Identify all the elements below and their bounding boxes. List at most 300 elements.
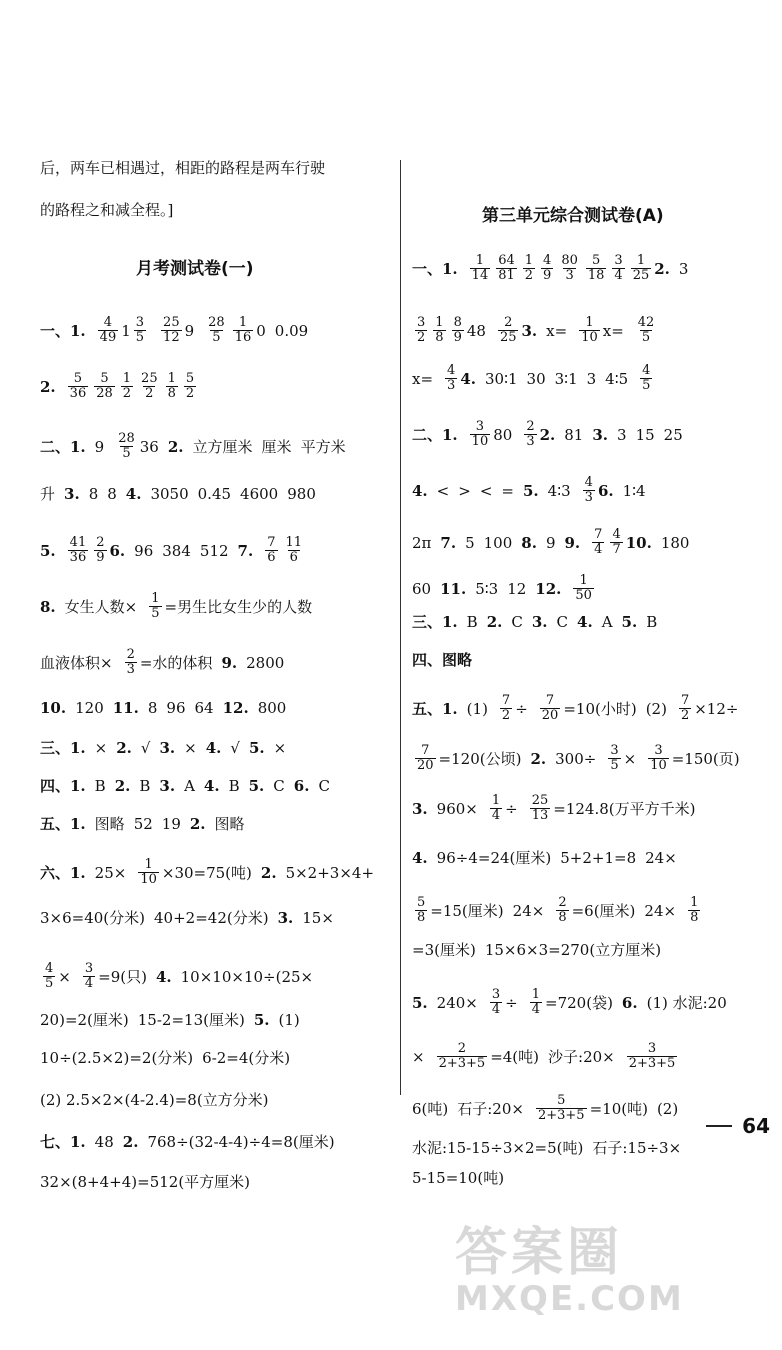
fraction — [523, 254, 535, 283]
fraction-numerator: 3 — [647, 1041, 657, 1056]
fraction-denominator: 18 — [587, 268, 605, 283]
right-line-2 — [412, 316, 659, 345]
answer-text: 64 — [194, 699, 214, 717]
question-number: 5. — [522, 481, 539, 500]
answer-text: (2) — [645, 699, 667, 718]
fraction-denominator: 3 — [526, 434, 535, 449]
fraction — [83, 962, 95, 991]
fraction-denominator: 2 — [185, 386, 195, 401]
question-number: 五、1. — [412, 699, 458, 718]
fraction-numerator: 4 — [45, 961, 54, 976]
answer-text: 3050 — [150, 485, 189, 503]
answer-text: 19 — [161, 815, 181, 833]
answer-text: 768÷(32-4-4)÷4=8(厘米) — [147, 1133, 335, 1151]
fraction-denominator: 2 — [417, 330, 426, 345]
fraction-denominator: 5 — [135, 330, 145, 345]
answer-text: 30 — [526, 369, 546, 388]
right-line-1 — [412, 254, 697, 283]
question-number: 3. — [159, 777, 176, 795]
fraction-denominator: 4 — [84, 976, 94, 991]
fraction-denominator: 8 — [435, 330, 444, 345]
fraction — [68, 372, 89, 401]
question-number: 5. — [621, 613, 638, 631]
fraction-numerator: 25 — [163, 315, 180, 330]
answer-text: 25 — [663, 425, 683, 444]
fraction-numerator: 1 — [144, 857, 153, 872]
fraction-numerator: 3 — [610, 743, 619, 758]
answer-text: 32×(8+4+4)=512(平方厘米) — [40, 1173, 251, 1191]
question-number: 10. — [625, 533, 652, 552]
right-line-3 — [412, 364, 655, 393]
answer-text: ×12÷ — [694, 699, 739, 718]
right-line-20 — [412, 1168, 513, 1188]
question-number: 四、1. — [40, 777, 86, 795]
answer-text: 平方米 — [300, 437, 346, 456]
left-line-19 — [40, 1172, 259, 1192]
answer-text: 96 — [166, 699, 186, 717]
fraction — [265, 536, 277, 565]
fraction-denominator: 2+3+5 — [628, 1056, 676, 1071]
fraction — [536, 1094, 587, 1123]
answer-text: (1) — [466, 699, 488, 718]
answer-text: 980 — [287, 485, 316, 503]
fraction-denominator: 5 — [642, 378, 651, 393]
fraction-numerator: 1 — [475, 253, 485, 268]
answer-text: 1∶4 — [622, 481, 646, 500]
fraction-denominator: 2 — [501, 708, 511, 723]
mixed-number — [121, 316, 149, 345]
answer-text: 3∶1 — [554, 369, 578, 388]
right-line-10 — [412, 694, 747, 723]
fraction-denominator: 13 — [531, 808, 549, 823]
fraction — [490, 794, 502, 823]
fraction-denominator: 81 — [498, 268, 515, 283]
fraction-numerator: 1 — [585, 315, 594, 330]
question-number: 12. — [222, 699, 249, 717]
question-number: 一、1. — [412, 259, 458, 278]
fraction — [98, 316, 119, 345]
fraction — [94, 372, 115, 401]
fraction — [612, 254, 624, 283]
fraction-denominator: 5 — [610, 758, 619, 773]
answer-text: 石子:15÷3× — [592, 1139, 682, 1157]
fraction — [530, 794, 551, 823]
fraction-numerator: 2 — [526, 419, 535, 434]
answer-text: =124.8(万平方千米) — [553, 799, 696, 818]
left-line-13 — [40, 908, 343, 928]
fraction-numerator: 5 — [557, 1093, 566, 1108]
answer-text: C — [556, 613, 569, 631]
answer-text: 3 — [617, 425, 627, 444]
answer-text: 120 — [75, 699, 104, 717]
fraction-denominator: 25 — [632, 268, 650, 283]
fraction — [627, 1042, 678, 1071]
fraction-denominator: 28 — [96, 386, 113, 401]
fraction-numerator: 7 — [501, 693, 511, 708]
question-number: 7. — [440, 533, 457, 552]
answer-text: 80 — [493, 425, 513, 444]
question-number: 3. — [521, 321, 538, 340]
fraction — [445, 364, 457, 393]
fraction-numerator: 5 — [100, 371, 109, 386]
fraction-denominator: 20 — [417, 758, 434, 773]
question-number: 5. — [248, 777, 265, 795]
answer-text: 300÷ — [555, 749, 597, 768]
fraction-denominator: 6 — [289, 550, 298, 565]
answer-text: 96÷4=24(厘米) — [436, 849, 552, 867]
fraction-denominator: 20 — [541, 708, 559, 723]
fraction-numerator: 5 — [73, 371, 83, 386]
answer-text: 180 — [660, 533, 690, 552]
page-number — [706, 1114, 770, 1138]
fraction — [490, 988, 502, 1017]
answer-text: × — [623, 749, 637, 768]
left-line-16 — [40, 1048, 299, 1068]
question-number: 5. — [248, 739, 265, 757]
answer-text: 石子:20× — [457, 1099, 524, 1118]
fraction-numerator: 64 — [498, 253, 515, 268]
question-number: 二、1. — [40, 437, 86, 456]
fraction-numerator: 7 — [267, 535, 276, 550]
answer-text: 5∶3 — [475, 579, 499, 598]
fraction-denominator: 4 — [614, 268, 623, 283]
fraction — [415, 744, 436, 773]
answer-text: B — [646, 613, 658, 631]
question-number: 4. — [203, 777, 220, 795]
fraction-numerator: 4 — [447, 363, 456, 378]
answer-text: 女生人数× — [64, 597, 138, 616]
answer-text: 2800 — [246, 653, 285, 672]
answer-text: 5+2+1=8 — [560, 849, 637, 867]
answer-text: 384 — [162, 541, 191, 560]
question-number: 2. — [486, 613, 503, 631]
answer-text: B — [466, 613, 478, 631]
fraction-numerator: 3 — [84, 961, 94, 976]
question-number: 5. — [253, 1011, 270, 1029]
answer-text: C — [273, 777, 285, 795]
answer-text: 升 — [40, 485, 56, 503]
fraction-denominator: 2 — [680, 708, 690, 723]
question-number: 2. — [167, 437, 184, 456]
answer-text: 3 — [678, 259, 689, 278]
fraction-numerator: 4 — [642, 363, 651, 378]
fraction-denominator: 4 — [594, 542, 603, 557]
question-number: 4. — [205, 739, 222, 757]
fraction-numerator: 25 — [531, 793, 549, 808]
fraction-denominator: 2 — [122, 386, 132, 401]
question-number: 11. — [112, 699, 139, 717]
fraction — [540, 694, 561, 723]
fraction-denominator: 9 — [96, 550, 105, 565]
right-line-16 — [412, 988, 736, 1017]
fraction — [437, 1042, 488, 1071]
fraction-denominator: 4 — [491, 1002, 501, 1017]
column-divider — [400, 160, 401, 1095]
fraction-denominator: 8 — [167, 386, 176, 401]
fraction-denominator: 50 — [575, 588, 592, 603]
fraction-numerator: 4 — [612, 527, 621, 542]
fraction-numerator: 1 — [238, 315, 248, 330]
fraction-numerator: 2 — [96, 535, 105, 550]
answer-text: =男生比女生少的人数 — [164, 597, 313, 616]
fraction-denominator: 4 — [491, 808, 501, 823]
answer-text: 0.09 — [274, 321, 309, 340]
left-line-2 — [40, 372, 199, 401]
fraction — [500, 694, 512, 723]
question-number: 5. — [40, 541, 56, 560]
left-line-8 — [40, 698, 295, 718]
answer-text: 5 — [465, 533, 475, 552]
fraction-numerator: 3 — [475, 419, 485, 434]
answer-text: =水的体积 — [139, 653, 213, 672]
fraction-numerator: 41 — [69, 535, 87, 550]
answer-text: ÷ — [515, 699, 528, 718]
fraction — [452, 316, 464, 345]
fraction — [138, 858, 159, 887]
answer-text: =9(只) — [98, 967, 147, 986]
question-number: 2. — [654, 259, 670, 278]
fraction-numerator: 80 — [561, 253, 578, 268]
question-number: 11. — [440, 579, 467, 598]
answer-text: 6-2=4(分米) — [202, 1049, 291, 1067]
question-number: 2. — [530, 749, 547, 768]
question-number: 4. — [577, 613, 593, 631]
fraction-denominator: 2+3+5 — [438, 1056, 486, 1071]
answer-text: 2π — [412, 533, 432, 552]
left-line-14 — [40, 962, 322, 991]
fraction-numerator: 3 — [491, 987, 501, 1002]
fraction — [284, 536, 305, 565]
left-line-15 — [40, 1010, 309, 1030]
watermark — [455, 1210, 775, 1345]
right-line-6 — [412, 528, 698, 557]
answer-text: × — [273, 739, 287, 757]
question-number: 二、1. — [412, 425, 458, 444]
fraction — [149, 592, 161, 621]
right-line-14 — [412, 896, 703, 925]
fraction — [116, 432, 137, 461]
fraction — [184, 372, 196, 401]
fraction — [68, 536, 89, 565]
fraction-numerator: 1 — [491, 793, 501, 808]
right-line-11 — [412, 744, 749, 773]
fraction — [579, 316, 600, 345]
question-number: 6. — [621, 993, 638, 1012]
answer-text: =6(厘米) — [571, 901, 636, 920]
fraction-denominator: 14 — [471, 268, 489, 283]
fraction — [134, 316, 146, 345]
question-number: 一、1. — [40, 321, 86, 340]
answer-text: 10÷(2.5×2)=2(分米) — [40, 1049, 194, 1067]
question-number: 3. — [277, 909, 294, 927]
fraction — [592, 528, 604, 557]
question-number: 6. — [597, 481, 614, 500]
question-number: 4. — [460, 369, 476, 388]
fraction-denominator: 4 — [531, 1002, 541, 1017]
question-number: 6. — [293, 777, 310, 795]
fraction — [556, 896, 568, 925]
fraction — [161, 316, 182, 345]
fraction-denominator: 5 — [641, 330, 651, 345]
answer-text: 0.45 — [197, 485, 232, 503]
right-line-9 — [412, 650, 481, 670]
fraction-denominator: 49 — [99, 330, 117, 345]
fraction-denominator: 10 — [471, 434, 489, 449]
question-number: 2. — [260, 863, 277, 882]
answer-text: 0 — [256, 321, 266, 340]
fraction-denominator: 36 — [69, 386, 87, 401]
question-number: 9. — [564, 533, 581, 552]
fraction-denominator: 6 — [267, 550, 276, 565]
left-line-11 — [40, 814, 254, 834]
answer-text: =3(厘米) — [412, 941, 476, 959]
fraction-numerator: 1 — [435, 315, 444, 330]
fraction-denominator: 5 — [122, 446, 131, 461]
answer-text: × — [184, 739, 197, 757]
fraction-numerator: 7 — [545, 693, 555, 708]
answer-text: A — [184, 777, 195, 795]
answer-text: =4(吨) — [490, 1047, 540, 1066]
answer-text: 240× — [436, 993, 478, 1012]
fraction-denominator: 5 — [151, 606, 160, 621]
fraction-denominator: 3 — [584, 490, 593, 505]
left-line-18 — [40, 1132, 344, 1152]
fraction-numerator: 1 — [531, 987, 541, 1002]
question-number: 12. — [535, 579, 562, 598]
fraction — [43, 962, 55, 991]
answer-text: 81 — [564, 425, 584, 444]
question-number: 2. — [114, 777, 131, 795]
left-line-6 — [40, 592, 321, 621]
answer-text: ×30=75(吨) — [161, 863, 252, 882]
fraction-denominator: 7 — [612, 542, 621, 557]
answer-text: < — [436, 481, 450, 500]
question-number: 2. — [539, 425, 556, 444]
question-number: 4. — [412, 849, 428, 867]
question-number: 3. — [531, 613, 548, 631]
fraction-denominator: 3 — [447, 378, 456, 393]
question-number: 七、1. — [40, 1133, 86, 1151]
answer-text: 52 — [133, 815, 153, 833]
fraction-numerator: 1 — [122, 371, 132, 386]
fraction-numerator: 5 — [417, 895, 426, 910]
fraction-numerator: 7 — [680, 693, 690, 708]
fraction-numerator: 3 — [135, 315, 145, 330]
left-line-5 — [40, 536, 307, 565]
fraction-numerator: 2 — [126, 647, 135, 662]
fraction-denominator: 10 — [140, 872, 157, 887]
left-section-title: 月考测试卷(一) — [136, 259, 254, 279]
fraction-denominator: 5 — [45, 976, 54, 991]
answer-text: 36 — [139, 437, 159, 456]
answer-text: 5×2+3×4+ — [285, 863, 375, 882]
question-number: 4. — [125, 485, 142, 503]
answer-text: 3×6=40(分米) — [40, 909, 146, 927]
answer-text: 24× — [644, 901, 677, 920]
fraction — [636, 316, 657, 345]
answer-text: 9 — [545, 533, 556, 552]
answer-text: 960× — [436, 799, 478, 818]
fraction — [498, 316, 519, 345]
fraction-numerator: 3 — [614, 253, 623, 268]
fraction-denominator: 12 — [163, 330, 180, 345]
fraction — [530, 988, 542, 1017]
question-number: 9. — [221, 653, 238, 672]
question-number: 8. — [40, 597, 56, 616]
answer-text: 15 — [635, 425, 655, 444]
fraction — [139, 372, 160, 401]
right-line-12 — [412, 794, 705, 823]
fraction-numerator: 1 — [579, 573, 588, 588]
fraction — [121, 372, 133, 401]
right-line-4 — [412, 420, 692, 449]
answer-text: 水泥:15-15÷3×2=5(吨) — [412, 1139, 584, 1157]
fraction-denominator: 2 — [145, 386, 154, 401]
fraction-numerator: 1 — [636, 253, 646, 268]
question-number: 5. — [412, 993, 428, 1012]
question-number: 3. — [592, 425, 609, 444]
fraction-numerator: 28 — [118, 431, 135, 446]
fraction — [94, 536, 106, 565]
fraction — [206, 316, 227, 345]
answer-text: 9 — [184, 321, 195, 340]
fraction-numerator: 2 — [457, 1041, 467, 1056]
answer-text: (1) — [278, 1011, 300, 1029]
answer-text: 4600 — [240, 485, 279, 503]
fraction-numerator: 8 — [453, 315, 462, 330]
answer-text: 48 — [94, 1133, 114, 1151]
question-number: 8. — [521, 533, 537, 552]
fraction — [573, 574, 594, 603]
answer-text: 25× — [94, 863, 127, 882]
answer-text: (2) — [656, 1099, 679, 1118]
fraction — [166, 372, 178, 401]
question-number: 3. — [412, 799, 428, 818]
fraction — [640, 364, 652, 393]
fraction-denominator: 36 — [69, 550, 87, 565]
answer-text: 9 — [94, 437, 105, 456]
fraction — [631, 254, 652, 283]
answer-text: 8 — [88, 485, 99, 503]
fraction-numerator: 3 — [417, 315, 426, 330]
fraction-numerator: 1 — [167, 371, 176, 386]
answer-text: 血液体积× — [40, 653, 113, 672]
answer-text: ÷ — [505, 799, 518, 818]
answer-text: ÷ — [505, 993, 518, 1012]
question-number: 2. — [116, 739, 132, 757]
fraction — [679, 694, 691, 723]
answer-text: 20)=2(厘米) — [40, 1011, 129, 1029]
fraction — [608, 744, 620, 773]
question-number: 2. — [189, 815, 206, 833]
question-number: 7. — [237, 541, 254, 560]
answer-text: (2) 2.5×2×(4-2.4)=8(立方分米) — [40, 1091, 269, 1109]
answer-text: 图略 — [214, 815, 245, 833]
fraction — [688, 896, 700, 925]
answer-text: C — [318, 777, 330, 795]
fraction-numerator: 11 — [285, 535, 303, 550]
left-line-9 — [40, 738, 295, 758]
answer-text: 15×6×3=270(立方厘米) — [484, 941, 662, 959]
question-number: 4. — [155, 967, 172, 986]
fraction-denominator: 5 — [212, 330, 221, 345]
mixed-whole: 1 — [121, 321, 131, 340]
question-number: 三、1. — [40, 739, 86, 757]
right-line-17 — [412, 1042, 680, 1071]
fraction-denominator: 9 — [453, 330, 462, 345]
watermark-url: MXQE.COM — [455, 1279, 684, 1319]
fraction-numerator: 4 — [584, 475, 593, 490]
